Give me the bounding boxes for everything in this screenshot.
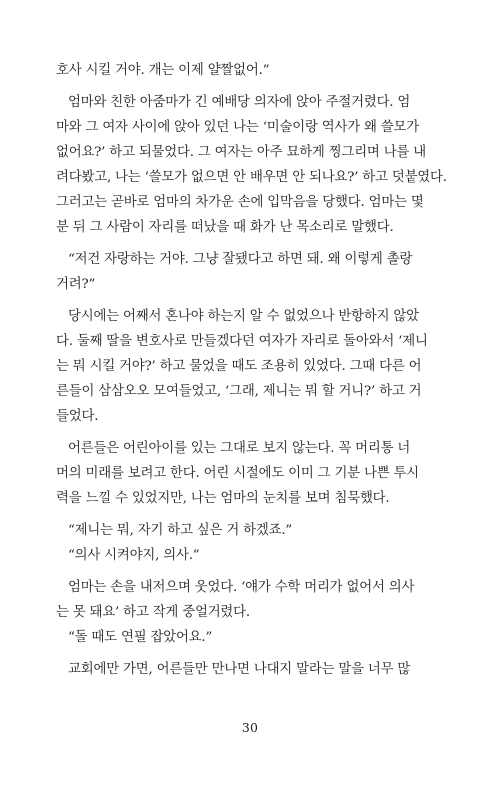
text-line-10: 당시에는 어째서 혼나야 하는지 알 수 없었으나 반항하지 않았 xyxy=(68,309,419,324)
text-line-8: “저건 자랑하는 거야. 그냥 잘됐다고 하면 돼. 왜 이렇게 촐랑 xyxy=(68,252,413,267)
text-line-2: 엄마와 친한 아줌마가 긴 예배당 의자에 앉아 주절거렸다. 엄 xyxy=(68,95,411,110)
text-line-18: “제니는 뭐, 자기 하고 싶은 거 하겠죠.” xyxy=(68,523,293,538)
text-line-19: “의사 시켜야지, 의사.” xyxy=(68,548,200,563)
text-line-16: 머의 미래를 보려고 한다. 어린 시절에도 이미 그 기분 나쁜 투시 xyxy=(56,466,420,481)
text-line-13: 른들이 삼삼오오 모여들었고, ‘그래, 제니는 뭐 할 거니?’ 하고 거 xyxy=(56,384,422,399)
text-line-4: 없어요?’ 하고 되물었다. 그 여자는 아주 묘하게 찡그리며 나를 내 xyxy=(56,145,426,160)
text-line-20: 엄마는 손을 내저으며 웃었다. ‘얘가 수학 머리가 없어서 의사 xyxy=(68,580,415,595)
text-line-6: 그러고는 곧바로 엄마의 차가운 손에 입막음을 당했다. 엄마는 몇 xyxy=(56,195,424,210)
text-line-12: 는 뭐 시킬 거야?’ 하고 물었을 때도 조용히 있었다. 그때 다른 어 xyxy=(56,359,422,374)
text-line-15: 어른들은 어린아이를 있는 그대로 보지 않는다. 꼭 머리통 너 xyxy=(68,441,411,456)
text-line-17: 력을 느낄 수 있었지만, 나는 엄마의 눈치를 보며 침묵했다. xyxy=(56,491,390,506)
text-line-11: 다. 둘째 딸을 변호사로 만들겠다던 여자가 자리로 돌아와서 ‘제니 xyxy=(56,334,428,349)
text-line-9: 거려?” xyxy=(56,277,96,292)
text-line-14: 들었다. xyxy=(56,409,99,424)
text-line-3: 마와 그 여자 사이에 앉아 있던 나는 ‘미술이랑 역사가 왜 쓸모가 xyxy=(56,120,420,135)
text-line-1: 호사 시킬 거야. 개는 이제 얄짤없어.” xyxy=(56,63,270,78)
text-line-21: 는 못 돼요’ 하고 작게 중얼거렸다. xyxy=(56,605,250,620)
text-line-5: 려다봤고, 나는 ‘쓸모가 없으면 안 배우면 안 되나요?’ 하고 덧붙였다. xyxy=(56,170,447,185)
text-line-7: 분 뒤 그 사람이 자리를 떠났을 때 화가 난 목소리로 말했다. xyxy=(56,220,394,235)
text-line-22: “돌 때도 연필 잡았어요.” xyxy=(68,630,213,645)
page-number: 30 xyxy=(241,720,259,735)
text-line-23: 교회에만 가면, 어른들만 만나면 나대지 말라는 말을 너무 많 xyxy=(68,662,411,677)
